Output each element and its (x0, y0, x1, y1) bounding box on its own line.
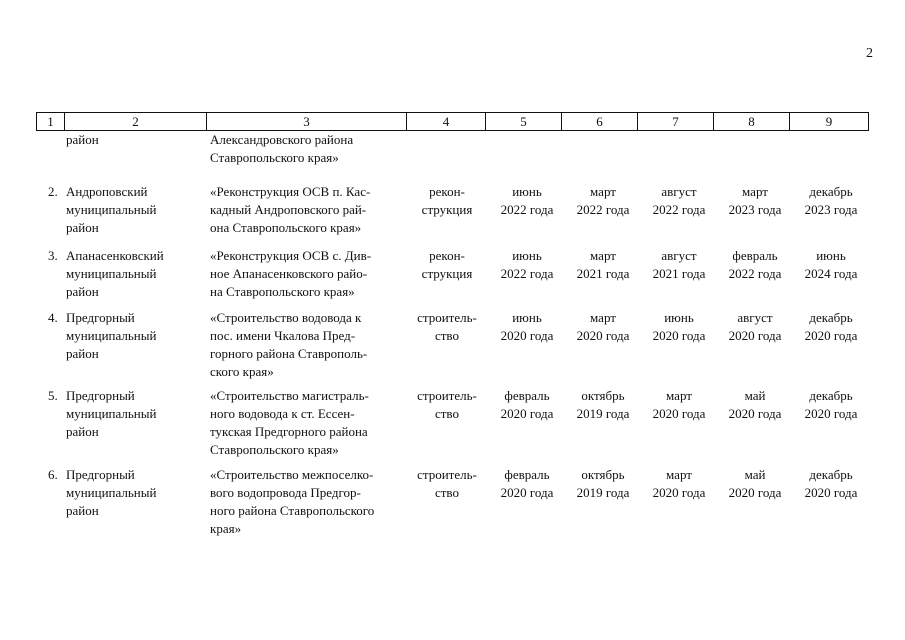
date-cell (795, 466, 867, 502)
district-name: муниципальный (66, 406, 157, 421)
text-line: «Строительство водовода к (210, 310, 362, 325)
text-line: «Строительство межпоселко- (210, 467, 374, 482)
text-line: 2020 года (500, 328, 554, 343)
text-line: вого водопровода Предгор- (210, 485, 361, 500)
text-line: 2021 года (576, 266, 630, 281)
date-cell (795, 309, 867, 345)
header-col-9: 9 (825, 114, 833, 129)
district-name: район (66, 132, 99, 147)
header-col-7: 7 (638, 113, 714, 130)
text-line: «Реконструкция ОСВ п. Кас- (210, 184, 371, 199)
district-cell (48, 387, 198, 441)
text-line: Ставропольского края» (210, 150, 339, 165)
work-type-cell (409, 183, 485, 219)
text-line: ного водовода к ст. Ессен- (210, 406, 355, 421)
text-line: февраль (504, 467, 550, 482)
text-line: 2024 года (804, 266, 858, 281)
text-line: 2020 года (500, 485, 554, 500)
district-name: район (66, 220, 99, 235)
text-line: март (590, 310, 616, 325)
text-line: рекон- (429, 184, 465, 199)
text-line: 2020 года (652, 485, 706, 500)
district-name: муниципальный (66, 266, 157, 281)
header-col-4: 4 (407, 113, 486, 130)
text-line: 2021 года (652, 266, 706, 281)
district-name: муниципальный (66, 485, 157, 500)
text-line: март (590, 248, 616, 263)
header-col-5: 5 (486, 113, 562, 130)
date-cell (567, 466, 639, 502)
object-cell (210, 387, 402, 459)
date-cell (719, 309, 791, 345)
text-line: струкция (421, 202, 473, 217)
date-cell (719, 183, 791, 219)
text-line: 2022 года (728, 266, 782, 281)
text-line (48, 131, 198, 149)
date-cell (567, 247, 639, 283)
text-line: август (661, 184, 697, 199)
text-line: октябрь (581, 467, 625, 482)
text-line: август (661, 248, 697, 263)
text-line (48, 219, 198, 237)
text-line: 2022 года (500, 202, 554, 217)
text-line: 2022 года (576, 202, 630, 217)
district-name: Предгорный (66, 388, 135, 403)
date-cell (567, 387, 639, 423)
text-line: март (666, 467, 692, 482)
district-name: район (66, 424, 99, 439)
table-header-row (36, 112, 869, 131)
district-name: район (66, 346, 99, 361)
work-type-cell (409, 247, 485, 283)
text-line: 2020 года (500, 406, 554, 421)
text-line: декабрь (809, 388, 853, 403)
district-cell (48, 247, 198, 301)
text-line: кадный Андроповского рай- (210, 202, 367, 217)
text-line (48, 327, 198, 345)
district-cell (48, 466, 198, 520)
text-line: декабрь (809, 467, 853, 482)
text-line: 2020 года (804, 485, 858, 500)
text-line: ное Апанасенковского райо- (210, 266, 368, 281)
date-cell (643, 466, 715, 502)
page-number: 2 (866, 46, 873, 61)
text-line (48, 309, 198, 327)
text-line (48, 405, 198, 423)
date-cell (719, 247, 791, 283)
header-col-3: 3 (207, 113, 407, 130)
text-line: Ставропольского края» (210, 442, 339, 457)
district-name: район (66, 284, 99, 299)
text-line (48, 283, 198, 301)
text-line: июнь (512, 248, 542, 263)
text-line (48, 387, 198, 405)
text-line: июнь (512, 184, 542, 199)
text-line: 2020 года (652, 406, 706, 421)
text-line (48, 423, 198, 441)
text-line: края» (210, 521, 242, 536)
text-line: 2020 года (804, 406, 858, 421)
text-line: декабрь (809, 184, 853, 199)
text-line: март (742, 184, 768, 199)
text-line: строитель- (417, 388, 477, 403)
date-cell (567, 309, 639, 345)
row-number: 5. (48, 388, 58, 403)
header-col-2: 2 (65, 113, 207, 130)
work-type-cell (409, 387, 485, 423)
text-line: ство (434, 328, 459, 343)
date-cell (719, 387, 791, 423)
date-cell (643, 387, 715, 423)
work-type-cell (409, 466, 485, 502)
text-line: март (666, 388, 692, 403)
text-line (48, 345, 198, 363)
text-line: ство (434, 406, 459, 421)
text-line (48, 183, 198, 201)
text-line: август (737, 310, 773, 325)
text-line: июнь (664, 310, 694, 325)
text-line: «Реконструкция ОСВ с. Див- (210, 248, 372, 263)
date-cell (491, 183, 563, 219)
date-cell (795, 387, 867, 423)
text-line: струкция (421, 266, 473, 281)
text-line: Александровского района (210, 132, 354, 147)
text-line: 2020 года (576, 328, 630, 343)
row-number: 2. (48, 184, 58, 199)
text-line: строитель- (417, 310, 477, 325)
text-line: февраль (732, 248, 778, 263)
header-col-8: 8 (714, 113, 790, 130)
text-line (48, 265, 198, 283)
date-cell (491, 466, 563, 502)
district-name: Апанасенковский (66, 248, 164, 263)
date-cell (491, 387, 563, 423)
text-line (48, 466, 198, 484)
header-col-6: 6 (562, 113, 638, 130)
district-cell (48, 309, 198, 363)
date-cell (795, 247, 867, 283)
header-col-1: 1 (37, 113, 65, 130)
text-line: 2020 года (728, 406, 782, 421)
text-line: горного района Ставрополь- (210, 346, 368, 361)
text-line: июнь (816, 248, 846, 263)
date-cell (643, 309, 715, 345)
text-line: 2020 года (728, 485, 782, 500)
district-name: Андроповский (66, 184, 148, 199)
district-cell (48, 131, 198, 149)
text-line: пос. имени Чкалова Пред- (210, 328, 356, 343)
text-line: 2020 года (804, 328, 858, 343)
text-line: 2022 года (500, 266, 554, 281)
text-line (48, 201, 198, 219)
object-cell (210, 131, 402, 167)
text-line (48, 247, 198, 265)
object-cell (210, 466, 402, 538)
work-type-cell (409, 309, 485, 345)
text-line: ного района Ставропольского (210, 503, 375, 518)
text-line: май (744, 467, 766, 482)
text-line: 2022 года (652, 202, 706, 217)
text-line: 2019 года (576, 406, 630, 421)
text-line: строитель- (417, 467, 477, 482)
text-line: она Ставропольского края» (210, 220, 362, 235)
text-line: октябрь (581, 388, 625, 403)
district-cell (48, 183, 198, 237)
date-cell (643, 247, 715, 283)
date-cell (491, 247, 563, 283)
text-line: март (590, 184, 616, 199)
text-line (48, 502, 198, 520)
row-number: 3. (48, 248, 58, 263)
object-cell (210, 183, 402, 237)
date-cell (491, 309, 563, 345)
text-line (48, 484, 198, 502)
district-name: муниципальный (66, 328, 157, 343)
date-cell (643, 183, 715, 219)
text-line: «Строительство магистраль- (210, 388, 369, 403)
date-cell (719, 466, 791, 502)
text-line: ского края» (210, 364, 274, 379)
date-cell (795, 183, 867, 219)
object-cell (210, 247, 402, 301)
text-line: 2023 года (804, 202, 858, 217)
row-number: 4. (48, 310, 58, 325)
text-line: июнь (512, 310, 542, 325)
text-line: 2020 года (652, 328, 706, 343)
district-name: муниципальный (66, 202, 157, 217)
date-cell (567, 183, 639, 219)
text-line: 2020 года (728, 328, 782, 343)
text-line: 2023 года (728, 202, 782, 217)
text-line: февраль (504, 388, 550, 403)
row-number: 6. (48, 467, 58, 482)
object-cell (210, 309, 402, 381)
text-line: на Ставропольского края» (210, 284, 355, 299)
district-name: Предгорный (66, 310, 135, 325)
text-line: 2019 года (576, 485, 630, 500)
text-line: ство (434, 485, 459, 500)
text-line: декабрь (809, 310, 853, 325)
district-name: Предгорный (66, 467, 135, 482)
text-line: рекон- (429, 248, 465, 263)
text-line: тукская Предгорного района (210, 424, 368, 439)
district-name: район (66, 503, 99, 518)
text-line: май (744, 388, 766, 403)
